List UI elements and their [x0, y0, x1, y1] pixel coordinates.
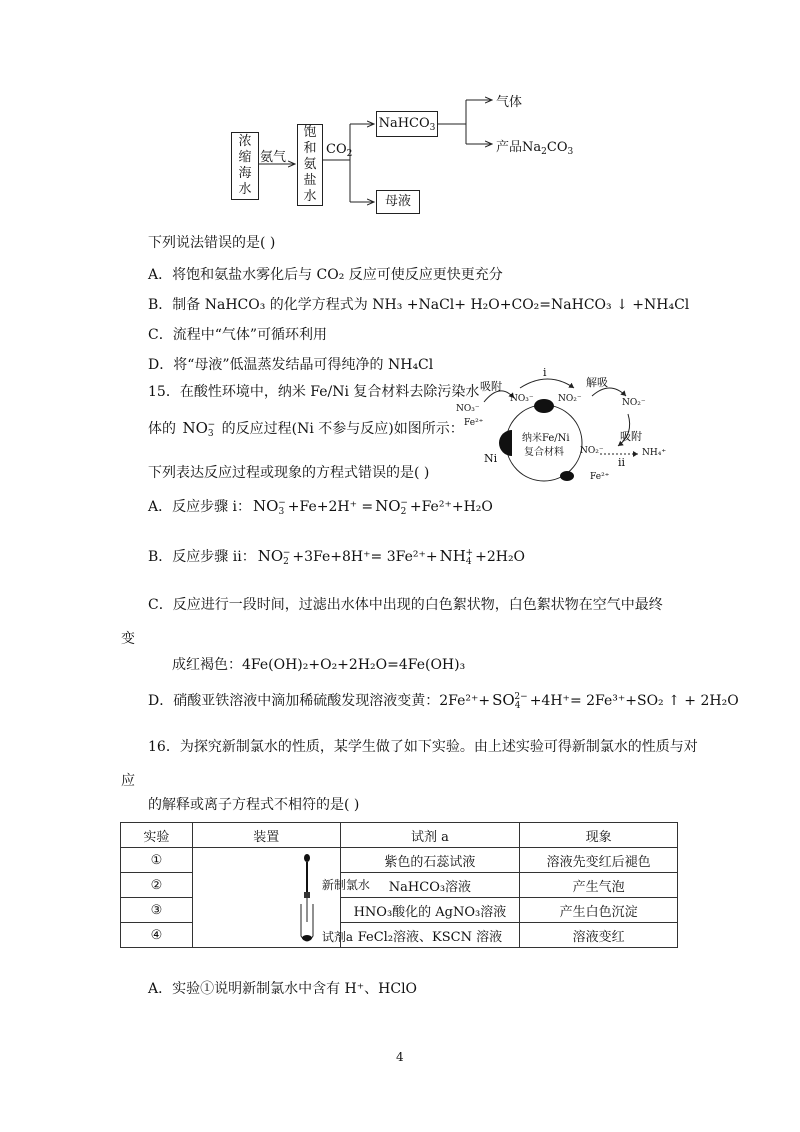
page-number: 4 [396, 1050, 404, 1064]
ni-dot-top [534, 399, 554, 413]
label-co2: $CO_2$ [326, 142, 353, 159]
q15-option-c-line2: 变 [121, 631, 135, 647]
q15-option-d: D．硝酸亚铁溶液中滴加稀硫酸发现溶液变黄：$2Fe^{2+}+ SO_4^{2-} +4H^+= 2Fe^{3+}+SO_2$ ↑ + 2H₂O [148, 691, 739, 711]
q15-option-c-line3: 成红褐色：4Fe(OH)₂+O₂+2H₂O=4Fe(OH)₃ [172, 657, 466, 673]
label-product: 产品$Na_2CO_3$ [496, 140, 574, 157]
q16-line2: 应 [121, 773, 135, 789]
q16-line1: 16．为探究新制氯水的性质，某学生做了如下实验。由上述实验可得新制氯水的性质与对 [148, 739, 698, 755]
box-nahco3: NaHCO$_3$ [376, 111, 438, 137]
header-experiment: 实验 [121, 823, 193, 848]
q14-option-c: C．流程中“气体”可循环利用 [148, 327, 328, 343]
q14-option-a: A．将饱和氨盐水雾化后与 CO₂ 反应可使反应更快更充分 [148, 267, 503, 283]
apparatus-label-reagent-a: 试剂a [321, 930, 354, 944]
table-header-row [121, 823, 678, 848]
q16-option-a: A．实验①说明新制氯水中含有 H⁺、HClO [148, 981, 418, 997]
apparatus-cell [192, 848, 370, 948]
arrow-step-i [520, 379, 574, 388]
header-apparatus: 装置 [192, 823, 340, 848]
q15-option-a: A．反应步骤 i： $NO_3^- +Fe+2H^+ = NO_2^- +Fe^{2+}+H_2O$ [148, 497, 493, 517]
ion-no3: $NO_3^-$ [182, 419, 216, 439]
q15-option-b: B．反应步骤 ii： $NO_2^- +3Fe+8H^+= 3Fe^{2+}+ NH_4^+ +2H_2O$ [148, 547, 526, 567]
header-reagent: 试剂 a [340, 823, 520, 848]
q15-option-c-line1: C．反应进行一段时间，过滤出水体中出现的白色絮状物，白色絮状物在空气中最终 [148, 597, 663, 613]
label-gas: 气体 [496, 95, 523, 110]
q14-option-b: B．制备 NaHCO₃ 的化学方程式为 NH₃ +NaCl+ H₂O+CO₂=NaHCO₃ ↓ +NH₄Cl [148, 297, 690, 313]
header-phenomenon: 现象 [520, 823, 678, 848]
q16-line3: 的解释或离子方程式不相符的是( ) [148, 797, 360, 813]
q15-line3: 下列表达反应过程或现象的方程式错误的是( ) [148, 465, 430, 481]
ni-dot-bottom [560, 471, 574, 481]
box-mother-liquor: 母液 [376, 190, 420, 214]
table-row: ① 新制氯水 试剂a 紫色的石蕊试液 溶液先变红后褪色 [121, 848, 678, 873]
box-concentrated-seawater: 浓 缩 海 水 [231, 132, 259, 200]
q14-option-d: D．将“母液”低温蒸发结晶可得纯净的 NH₄Cl [148, 357, 434, 373]
q15-line2: 体的 $NO_3^-$ 的反应过程(Ni 不参与反应)如图所示： [148, 419, 464, 439]
ni-dot-left [499, 430, 512, 456]
reaction-diagram: 吸附 i 解吸 吸附 ii 纳米Fe/Ni 复合材料 Ni NO₃⁻ Fe²⁺ NO₃⁻ NO₂⁻ NO₂⁻ NO₂⁻ NH₄⁺ Fe²⁺ [452, 368, 692, 484]
apparatus-label-chlorine-water: 新制氯水 [321, 878, 370, 892]
q15-line1: 15．在酸性环境中，纳米 Fe/Ni 复合材料去除污染水 [148, 384, 480, 400]
label-ammonia: 氨气 [260, 150, 287, 165]
table-row: ③ HNO₃酸化的 AgNO₃溶液 产生白色沉淀 [121, 898, 678, 923]
q14-stem: 下列说法错误的是( ) [148, 235, 276, 251]
table-row: ④ FeCl₂溶液、KSCN 溶液 溶液变红 [121, 923, 678, 948]
flow-arrows [0, 0, 800, 260]
box-saturated-ammonia-brine: 饱 和 氨 盐 水 [297, 124, 323, 206]
table-row: ② NaHCO₃溶液 产生气泡 [121, 873, 678, 898]
experiment-table [120, 822, 678, 948]
